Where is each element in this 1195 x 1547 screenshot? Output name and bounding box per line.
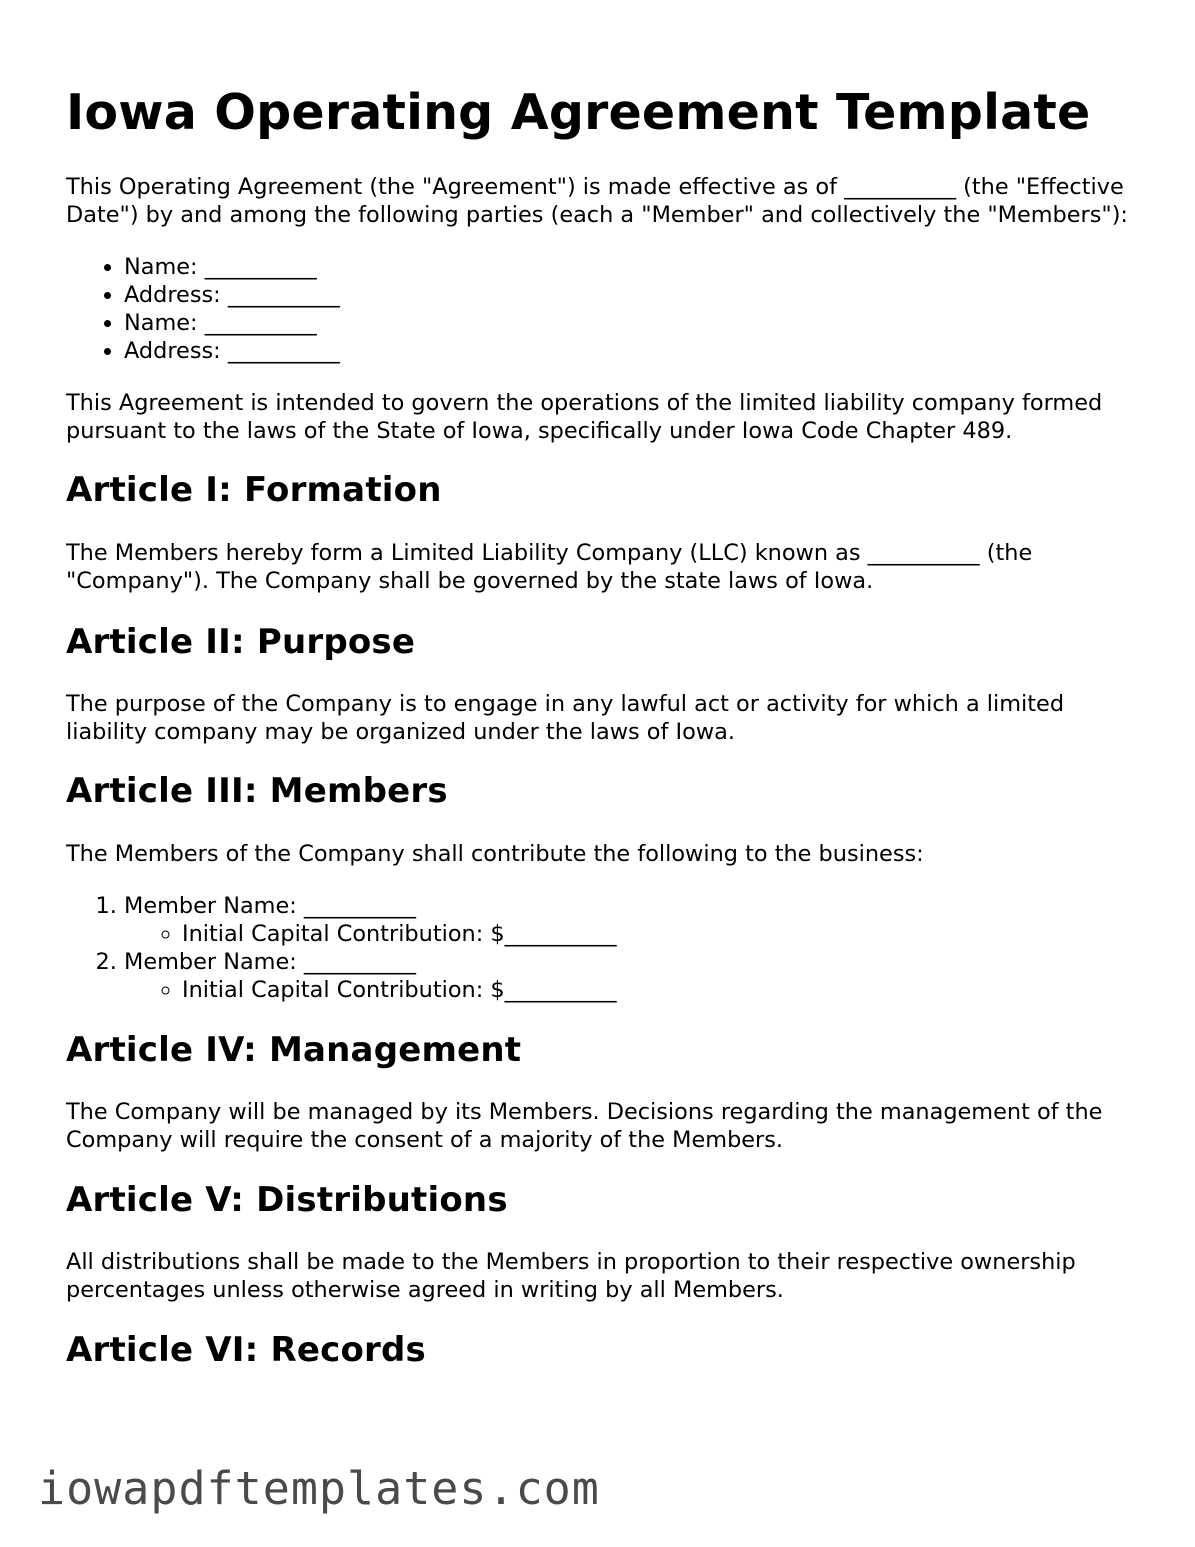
document-title: Iowa Operating Agreement Template — [66, 84, 1091, 141]
party-address-field: • Address: __________ — [124, 337, 1136, 365]
member-name-field: Member Name: __________ — [124, 893, 416, 919]
article-1-text: The Members hereby form a Limited Liability Company (LLC) known as __________ (the "Company"). The Company shall be governed by the state laws of Iowa. — [66, 540, 1033, 594]
member-sublist — [124, 920, 1136, 948]
party-name-field: • Name: __________ — [124, 253, 1136, 281]
parties-list — [66, 253, 1136, 365]
article-4-heading: Article IV: Management — [66, 1030, 522, 1070]
article-5-heading: Article V: Distributions — [66, 1180, 508, 1220]
members-contribution-list — [66, 892, 1136, 1004]
member-name-field: Member Name: __________ — [124, 949, 416, 975]
article-4-text: The Company will be managed by its Members. Decisions regarding the management of the Company will require the consent of a majority of the Members. — [66, 1099, 1103, 1153]
capital-contribution-field: ◦ Initial Capital Contribution: $__________ — [182, 976, 1136, 1004]
scope-paragraph: This Agreement is intended to govern the operations of the limited liability company formed pursuant to the laws of the State of Iowa, specifically under Iowa Code Chapter 489. — [66, 390, 1103, 444]
article-5-text: All distributions shall be made to the Members in proportion to their respective ownership percentages unless otherwise agreed in writing by all Members. — [66, 1249, 1076, 1303]
article-3-text: The Members of the Company shall contribute the following to the business: — [66, 841, 924, 867]
member-item — [124, 948, 1136, 1004]
article-3-heading: Article III: Members — [66, 771, 448, 811]
party-name-field: • Name: __________ — [124, 309, 1136, 337]
member-item — [124, 892, 1136, 948]
document-page — [66, 0, 1136, 1370]
article-2-text: The purpose of the Company is to engage in any lawful act or activity for which a limited liability company may be organized under the laws of Iowa. — [66, 691, 1065, 745]
watermark-text: iowapdftemplates.com — [38, 1462, 600, 1515]
member-sublist — [124, 976, 1136, 1004]
article-2-heading: Article II: Purpose — [66, 622, 416, 662]
article-6-heading: Article VI: Records — [66, 1330, 426, 1370]
party-address-field: • Address: __________ — [124, 281, 1136, 309]
article-1-heading: Article I: Formation — [66, 470, 442, 510]
capital-contribution-field: ◦ Initial Capital Contribution: $__________ — [182, 920, 1136, 948]
intro-paragraph: This Operating Agreement (the "Agreement") is made effective as of __________ (the "Effective Date") by and among the following parties (each a "Member" and collectively the "Members"): — [66, 174, 1128, 228]
